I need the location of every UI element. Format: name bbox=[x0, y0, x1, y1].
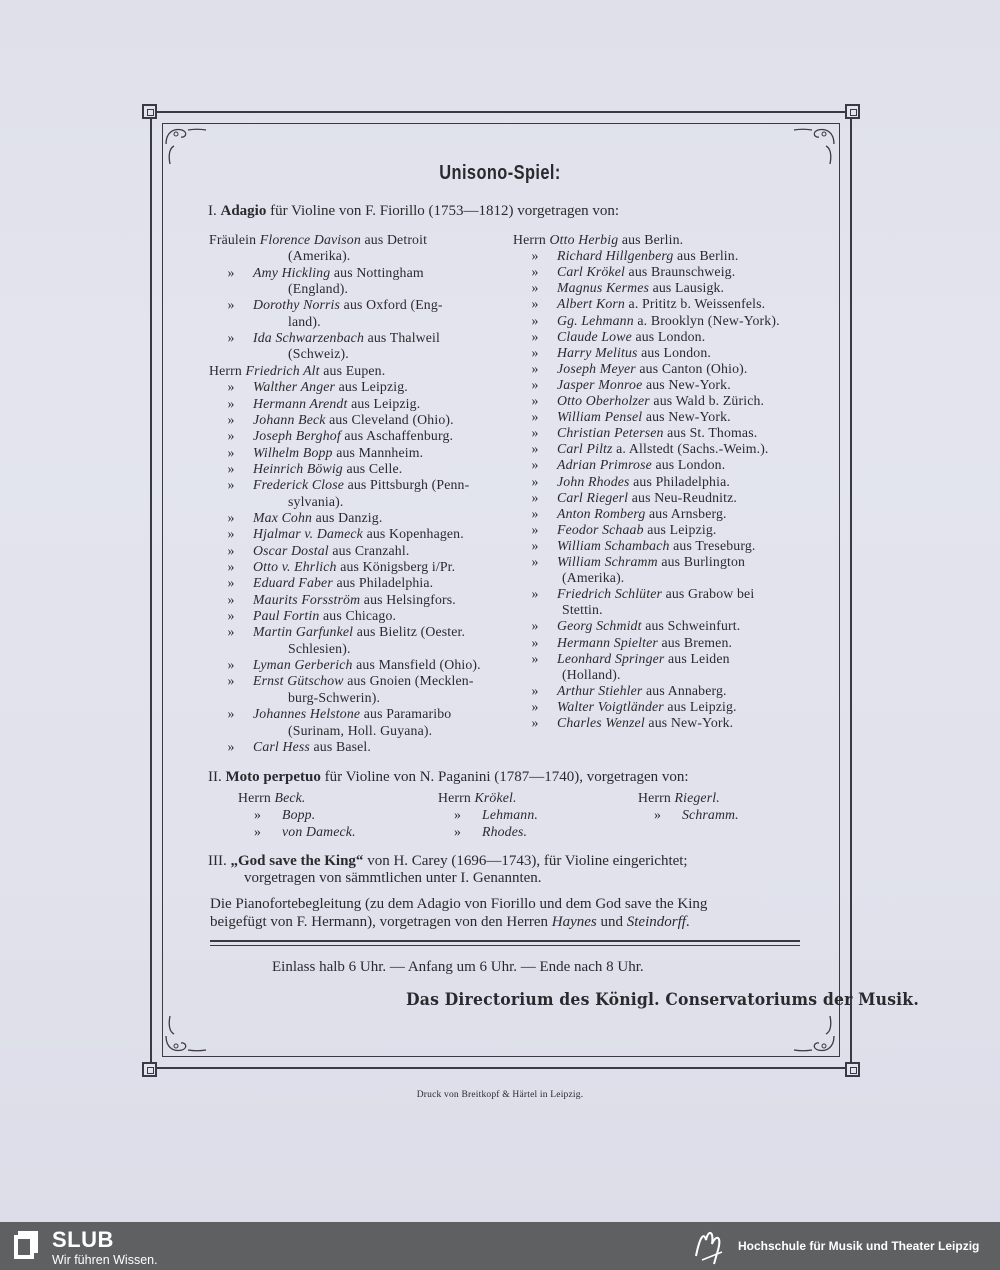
document-title: Unisono-Spiel: bbox=[439, 162, 561, 184]
performer-name: Ernst Gütschow bbox=[253, 673, 344, 689]
double-rule-bottom bbox=[210, 945, 800, 946]
section-2-performer: Herrn Riegerl. bbox=[638, 790, 720, 805]
performer-name: Arthur Stiehler bbox=[557, 682, 643, 698]
performer-line: land). bbox=[288, 313, 321, 329]
performer-line: (Amerika). bbox=[562, 570, 625, 586]
performer-line: » William Schramm aus Burlington bbox=[531, 554, 746, 569]
performer-line: » Paul Fortin aus Chicago. bbox=[227, 608, 397, 624]
performer-line: Herrn Friedrich Alt aus Eupen. bbox=[209, 362, 386, 378]
performer-line: » Hermann Spielter aus Bremen. bbox=[531, 634, 733, 650]
performer-name: Florence Davison bbox=[259, 232, 361, 247]
scroll-ornament-bottom-left bbox=[164, 1012, 208, 1056]
section-1-description: für Violine von F. Fiorillo (1753—1812) vorgetragen von: bbox=[270, 203, 620, 219]
performer-line: » Arthur Stiehler aus Annaberg. bbox=[531, 682, 727, 698]
performer-name: Friedrich Schlüter bbox=[557, 586, 663, 602]
hfm-name[interactable]: Hochschule für Musik und Theater Leipzig bbox=[738, 1239, 980, 1253]
section-2-performer: Herrn Beck. bbox=[238, 790, 306, 805]
performer-line: » Georg Schmidt aus Schweinfurt. bbox=[531, 618, 741, 634]
performer-line: (Holland). bbox=[562, 666, 621, 682]
performer-name: Friedrich Alt bbox=[245, 362, 320, 378]
performer-name: Joseph Meyer bbox=[557, 360, 636, 376]
performer-name: William Schambach bbox=[557, 537, 670, 553]
performer-line: » Dorothy Norris aus Oxford (Eng- bbox=[227, 297, 443, 313]
performer-name: Martin Garfunkel bbox=[253, 624, 354, 640]
performer-line: » Harry Melitus aus London. bbox=[531, 344, 711, 360]
performer-line: Schlesien). bbox=[288, 640, 351, 656]
section-2-performer: »Rhodes. bbox=[454, 824, 528, 839]
performer-line: » Walther Anger aus Leipzig. bbox=[227, 379, 408, 395]
performer-name: William Pensel bbox=[557, 409, 643, 425]
performer-name: Hjalmar v. Dameck bbox=[253, 526, 363, 542]
performer-line: » Oscar Dostal aus Cranzahl. bbox=[227, 542, 410, 558]
performer-name: Charles Wenzel bbox=[557, 715, 645, 730]
hfm-logo-icon[interactable] bbox=[692, 1226, 730, 1266]
performer-line: » Ernst Gütschow aus Gnoien (Mecklen- bbox=[227, 673, 474, 689]
performer-line: » Carl Hess aus Basel. bbox=[227, 738, 371, 754]
corner-ornament-bottom-right bbox=[845, 1062, 860, 1077]
slub-name[interactable]: SLUB bbox=[52, 1227, 114, 1252]
performer-name: Eduard Faber bbox=[253, 575, 333, 591]
performer-line: » Max Cohn aus Danzig. bbox=[227, 509, 383, 525]
section-3-heading bbox=[208, 852, 688, 870]
performer-line: » Friedrich Schlüter aus Grabow bei bbox=[531, 586, 755, 602]
performer-name: Oscar Dostal bbox=[253, 542, 329, 558]
performer-line: » Joseph Meyer aus Canton (Ohio). bbox=[531, 360, 748, 376]
performer-name: Lyman Gerberich bbox=[253, 657, 353, 673]
performer-name: Otto Herbig bbox=[549, 232, 619, 247]
performer-line: » William Pensel aus New-York. bbox=[531, 409, 731, 425]
slub-logo-icon[interactable] bbox=[14, 1231, 40, 1259]
performer-name: Maurits Forsström bbox=[253, 591, 361, 607]
section-3-number: III. bbox=[208, 853, 227, 869]
pianist-haynes: Haynes bbox=[551, 914, 597, 930]
performer-line: » Otto v. Ehrlich aus Königsberg i/Pr. bbox=[227, 559, 456, 574]
corner-ornament-bottom-left bbox=[142, 1062, 157, 1077]
pianist-steindorff: Steindorff bbox=[626, 914, 686, 930]
performer-line: » Amy Hickling aus Nottingham bbox=[227, 264, 424, 280]
performer-line: » Joseph Berghof aus Aschaffenburg. bbox=[227, 428, 454, 444]
performer-name: Heinrich Böwig bbox=[253, 460, 343, 476]
section-2-performer: »Lehmann. bbox=[454, 807, 539, 822]
performer-name: Dorothy Norris bbox=[253, 297, 341, 313]
performer-line: » Jasper Monroe aus New-York. bbox=[531, 376, 731, 392]
performer-line: » Martin Garfunkel aus Bielitz (Oester. bbox=[227, 624, 466, 640]
performer-line: » Carl Riegerl aus Neu-Reudnitz. bbox=[531, 489, 738, 505]
performer-line: » Anton Romberg aus Arnsberg. bbox=[531, 505, 727, 521]
performer-line: » Hjalmar v. Dameck aus Kopenhagen. bbox=[227, 526, 464, 542]
concert-times: Einlass halb 6 Uhr. — Anfang um 6 Uhr. — Ende nach 8 Uhr. bbox=[272, 959, 644, 975]
performer-name: Claude Lowe bbox=[557, 328, 632, 344]
section-2-piece: Moto perpetuo bbox=[225, 769, 321, 785]
section-1-piece: Adagio bbox=[220, 203, 267, 219]
performer-name: Johann Beck bbox=[253, 411, 326, 427]
performer-name: Johannes Helstone bbox=[253, 706, 361, 722]
double-rule-top bbox=[210, 940, 800, 942]
performer-name: Hermann Spielter bbox=[557, 634, 658, 650]
performer-name: Ida Schwarzenbach bbox=[253, 330, 364, 346]
directorate-signature: Das Directorium des Königl. Conservatoriums der Musik. bbox=[406, 990, 919, 1010]
printer-imprint: Druck von Breitkopf & Härtel in Leipzig. bbox=[416, 1090, 584, 1100]
performer-line: Fräulein Florence Davison aus Detroit bbox=[209, 232, 428, 247]
performer-name: Anton Romberg bbox=[557, 505, 646, 521]
performer-line: » Richard Hillgenberg aus Berlin. bbox=[531, 248, 739, 264]
performer-line: » Feodor Schaab aus Leipzig. bbox=[531, 521, 717, 537]
performer-name: Carl Piltz bbox=[557, 441, 613, 457]
performer-line: » Lyman Gerberich aus Mansfield (Ohio). bbox=[227, 657, 481, 673]
section-2-performer: »von Dameck. bbox=[254, 824, 356, 839]
section-2-description: für Violine von N. Paganini (1787—1740), vorgetragen von: bbox=[324, 769, 689, 785]
performer-line: » William Schambach aus Treseburg. bbox=[531, 537, 756, 553]
performer-name: Wilhelm Bopp bbox=[253, 444, 333, 460]
performer-name: Walther Anger bbox=[253, 379, 336, 395]
library-footer-bar bbox=[0, 1222, 1000, 1270]
performer-line: » Charles Wenzel aus New-York. bbox=[531, 715, 734, 730]
section-2-performer: Herrn Krökel. bbox=[438, 790, 517, 805]
section-1-number: I. bbox=[208, 203, 217, 219]
performer-name: Adrian Primrose bbox=[557, 457, 652, 473]
performer-line: » Carl Krökel aus Braunschweig. bbox=[531, 264, 736, 280]
piano-note-line-2: beigefügt von F. Hermann), vorgetragen von den Herren Haynes und Steindorff. bbox=[210, 914, 690, 930]
performer-name: Albert Korn bbox=[557, 296, 625, 312]
section-1-heading bbox=[208, 202, 619, 220]
performer-name: Otto Oberholzer bbox=[557, 393, 650, 408]
performer-name: Joseph Berghof bbox=[253, 428, 341, 444]
performer-name: Georg Schmidt bbox=[557, 618, 642, 634]
performer-line: (Amerika). bbox=[288, 248, 351, 264]
performer-name: Paul Fortin bbox=[253, 608, 320, 624]
performer-name: Walter Voigtländer bbox=[557, 698, 664, 714]
performer-line: burg-Schwerin). bbox=[288, 689, 381, 705]
performer-line: Herrn Otto Herbig aus Berlin. bbox=[513, 232, 684, 247]
performer-line: (England). bbox=[288, 281, 349, 297]
performer-line: » Johannes Helstone aus Paramaribo bbox=[227, 706, 452, 722]
performer-line: » Eduard Faber aus Philadelphia. bbox=[227, 575, 434, 591]
performer-name: Magnus Kermes bbox=[557, 280, 650, 296]
performer-line: sylvania). bbox=[288, 493, 344, 509]
corner-ornament-top-right bbox=[845, 104, 860, 119]
performer-name: Otto v. Ehrlich bbox=[253, 559, 337, 574]
performer-line: » Albert Korn a. Prititz b. Weissenfels. bbox=[531, 296, 766, 312]
performer-line: » Gg. Lehmann a. Brooklyn (New-York). bbox=[531, 312, 780, 328]
scroll-ornament-bottom-right bbox=[792, 1012, 836, 1056]
performer-line: » Otto Oberholzer aus Wald b. Zürich. bbox=[531, 393, 765, 408]
performer-line: » Ida Schwarzenbach aus Thalweil bbox=[227, 330, 441, 346]
performer-line: (Surinam, Holl. Guyana). bbox=[288, 722, 433, 738]
performer-name: William Schramm bbox=[557, 554, 658, 569]
performer-line: » Christian Petersen aus St. Thomas. bbox=[531, 425, 758, 441]
performer-name: Harry Melitus bbox=[557, 344, 638, 360]
performer-name: Christian Petersen bbox=[557, 425, 664, 441]
performer-name: Carl Krökel bbox=[557, 264, 625, 280]
performer-name: Carl Riegerl bbox=[557, 489, 629, 505]
performer-line: (Schweiz). bbox=[288, 346, 349, 362]
performer-line: » Johann Beck aus Cleveland (Ohio). bbox=[227, 411, 454, 427]
performer-line: » Hermann Arendt aus Leipzig. bbox=[227, 395, 421, 411]
performer-line: » Magnus Kermes aus Lausigk. bbox=[531, 280, 725, 296]
performer-line: Stettin. bbox=[562, 602, 603, 618]
performer-name: Carl Hess bbox=[253, 738, 310, 754]
section-3-piece: „God save the King“ bbox=[230, 853, 364, 869]
performer-name: Hermann Arendt bbox=[253, 395, 348, 411]
section-2-performer: »Bopp. bbox=[254, 807, 316, 822]
performer-name: Feodor Schaab bbox=[557, 521, 644, 537]
performer-name: Max Cohn bbox=[253, 509, 313, 525]
performer-name: Leonhard Springer bbox=[557, 650, 665, 666]
performer-name: Gg. Lehmann bbox=[557, 312, 634, 328]
corner-ornament-top-left bbox=[142, 104, 157, 119]
performer-line: » John Rhodes aus Philadelphia. bbox=[531, 473, 730, 489]
section-2-number: II. bbox=[208, 769, 222, 785]
slub-tagline: Wir führen Wissen. bbox=[52, 1253, 158, 1267]
performer-name: Amy Hickling bbox=[253, 264, 331, 280]
performer-line: » Heinrich Böwig aus Celle. bbox=[227, 460, 403, 476]
performer-line: » Claude Lowe aus London. bbox=[531, 328, 706, 344]
performer-name: John Rhodes bbox=[557, 473, 630, 489]
section-3-line-2: vorgetragen von sämmtlichen unter I. Genannten. bbox=[244, 870, 542, 886]
performer-name: Jasper Monroe bbox=[557, 376, 643, 392]
performer-line: » Leonhard Springer aus Leiden bbox=[531, 650, 730, 666]
performer-line: » Carl Piltz a. Allstedt (Sachs.-Weim.). bbox=[531, 441, 769, 457]
performer-line: » Adrian Primrose aus London. bbox=[531, 457, 726, 473]
section-2-performer: »Schramm. bbox=[654, 807, 739, 822]
performer-name: Frederick Close bbox=[253, 477, 345, 493]
performer-line: » Maurits Forsström aus Helsingfors. bbox=[227, 591, 456, 607]
section-2-heading bbox=[208, 768, 689, 786]
performer-line: » Walter Voigtländer aus Leipzig. bbox=[531, 698, 737, 714]
section-3-description: von H. Carey (1696—1743), für Violine eingerichtet; bbox=[367, 853, 688, 869]
piano-note-line-1: Die Pianofortebegleitung (zu dem Adagio von Fiorillo und dem God save the King bbox=[210, 896, 708, 912]
performer-line: » Frederick Close aus Pittsburgh (Penn- bbox=[227, 477, 470, 493]
performer-name: Richard Hillgenberg bbox=[557, 248, 674, 264]
performer-line: » Wilhelm Bopp aus Mannheim. bbox=[227, 444, 424, 460]
